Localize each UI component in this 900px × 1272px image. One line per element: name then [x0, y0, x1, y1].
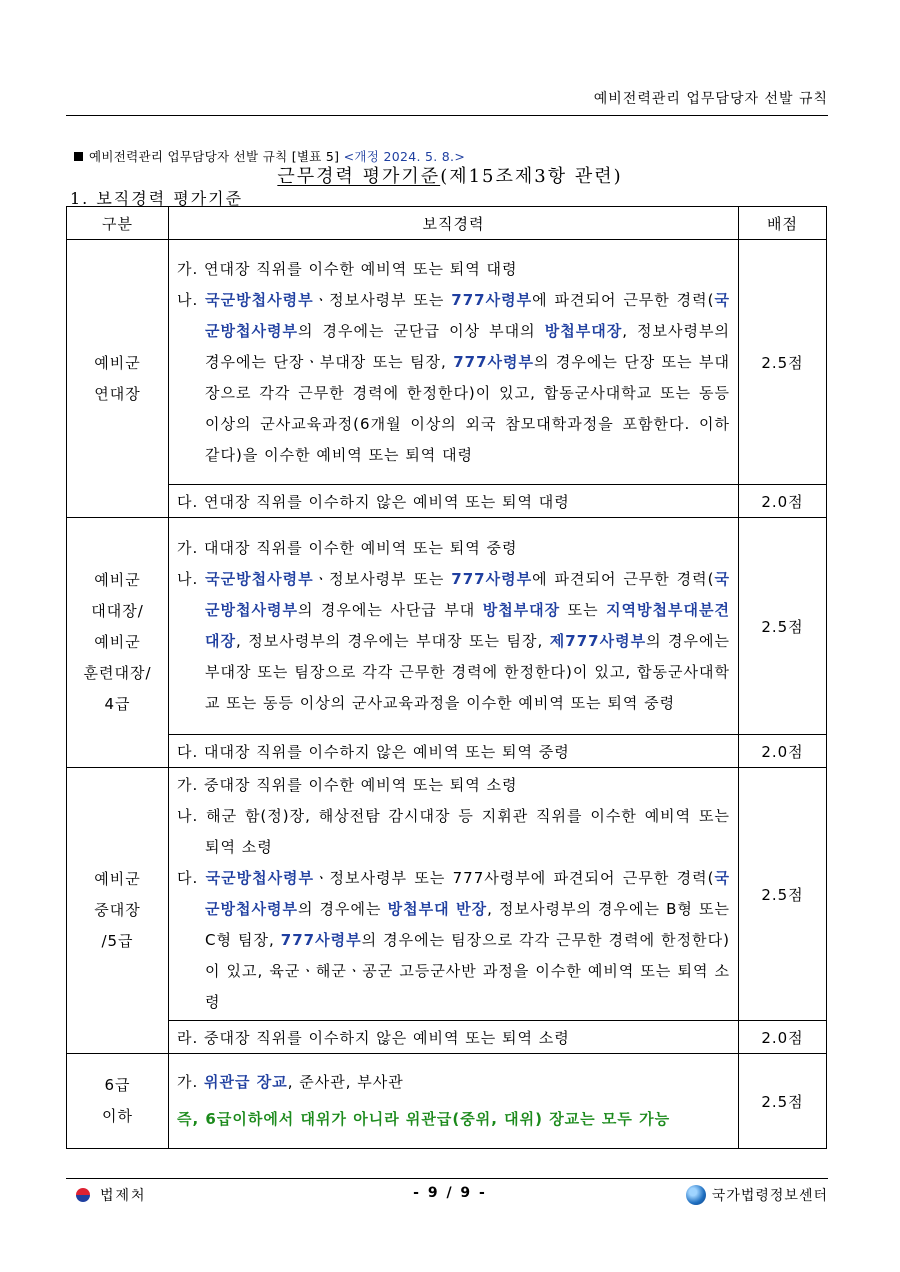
section-heading: 1. 보직경력 평가기준	[70, 189, 244, 208]
title-sub: (제15조제3항 관련)	[440, 166, 623, 187]
score-cell: 2.5점	[739, 240, 827, 485]
footer-center-name: 국가법령정보센터	[711, 1188, 828, 1204]
category-cell: 6급 이하	[67, 1054, 169, 1149]
category-cell: 예비군 연대장	[67, 240, 169, 518]
career-cell	[169, 768, 739, 1021]
score-cell: 2.5점	[739, 1054, 827, 1149]
score-cell: 2.5점	[739, 518, 827, 735]
footer-rule	[66, 1178, 828, 1179]
header-score: 배점	[739, 207, 827, 240]
title-main: 근무경력 평가기준	[277, 166, 441, 187]
score-cell: 2.5점	[739, 768, 827, 1021]
score-cell: 2.0점	[739, 485, 827, 518]
item-ga: 가. 중대장 직위를 이수한 예비역 또는 퇴역 소령	[177, 776, 518, 794]
category-cell: 예비군 중대장 /5급	[67, 768, 169, 1054]
item-na: 나. 해군 함(정)장, 해상전탐 감시대장 등 지휘관 직위를 이수한 예비역 또는 퇴역 소령	[177, 807, 730, 856]
table-row	[67, 485, 827, 518]
item-na: 나. 국군방첩사령부ㆍ정보사령부 또는 777사령부에 파견되어 근무한 경력(국군방첩사령부의 경우에는 사단급 부대 방첩부대장 또는 지역방첩부대분견대장, 정보사령부의 경우에는 부대장 또는 팀장, 제777사령부의 경우에는 부대장 또는 팀장으로 각각 근무한 경력에 한정한다)이 있고, 합동군사대학교 또는 동등 이상의 군사교육과정을 이수한 예비역 또는 퇴역 중령	[177, 570, 731, 712]
evaluation-table	[66, 206, 827, 1149]
item-na: 나. 국군방첩사령부ㆍ정보사령부 또는 777사령부에 파견되어 근무한 경력(국군방첩사령부의 경우에는 군단급 이상 부대의 방첩부대장, 정보사령부의 경우에는 단장ㆍ부대장 또는 팀장, 777사령부의 경우에는 단장 또는 부대장으로 각각 근무한 경력에 한정한다)이 있고, 합동군사대학교 또는 동등 이상의 군사교육과정(6개월 이상의 외국 참모대학과정을 포함한다. 이하 같다)을 이수한 예비역 또는 퇴역 대령	[177, 290, 731, 464]
header-career: 보직경력	[169, 207, 739, 240]
revision-date: <개정 2024. 5. 8.>	[343, 149, 466, 164]
note-text: 즉, 6급이하에서 대위가 아니라 위관급(중위, 대위) 장교는 모두 가능	[177, 1110, 671, 1128]
career-cell: 라. 중대장 직위를 이수하지 않은 예비역 또는 퇴역 소령	[169, 1021, 739, 1054]
table-row	[67, 735, 827, 768]
running-header-title: 예비전력관리 업무담당자 선발 규칙	[593, 91, 828, 107]
page-number: - 9 / 9 -	[413, 1185, 487, 1201]
header-category: 구분	[67, 207, 169, 240]
footer-right	[686, 1185, 828, 1205]
header-rule	[66, 115, 828, 116]
table-header-row	[67, 207, 827, 240]
item-ga: 가. 연대장 직위를 이수한 예비역 또는 퇴역 대령	[177, 259, 518, 278]
career-cell	[169, 518, 739, 735]
globe-logo-icon	[686, 1185, 706, 1205]
score-cell: 2.0점	[739, 735, 827, 768]
item-ga: 가. 위관급 장교, 준사관, 부사관	[177, 1073, 404, 1091]
item-da: 다. 국군방첩사령부ㆍ정보사령부 또는 777사령부에 파견되어 근무한 경력(국군방첩사령부의 경우에는 방첩부대 반장, 정보사령부의 경우에는 B형 또는 C형 팀장, 777사령부의 경우에는 팀장으로 각각 근무한 경력에 한정한다)이 있고, 육군ㆍ해군ㆍ공군 고등군사반 과정을 이수한 예비역 또는 퇴역 소령	[177, 869, 731, 1011]
category-cell: 예비군 대대장/ 예비군 훈련대장/ 4급	[67, 518, 169, 768]
table-row	[67, 518, 827, 735]
square-bullet-icon	[74, 152, 83, 161]
document-title	[0, 162, 900, 188]
footer-source: 법제처	[100, 1188, 147, 1204]
table-row	[67, 1021, 827, 1054]
regulation-name: 예비전력관리 업무담당자 선발 규칙 [별표 5]	[89, 149, 340, 164]
table-row	[67, 768, 827, 1021]
table-row	[67, 1054, 827, 1149]
item-ga: 가. 대대장 직위를 이수한 예비역 또는 퇴역 중령	[177, 539, 518, 557]
career-cell: 다. 연대장 직위를 이수하지 않은 예비역 또는 퇴역 대령	[169, 485, 739, 518]
career-cell: 다. 대대장 직위를 이수하지 않은 예비역 또는 퇴역 중령	[169, 735, 739, 768]
score-cell: 2.0점	[739, 1021, 827, 1054]
table-row	[67, 240, 827, 485]
career-cell	[169, 1054, 739, 1149]
career-cell	[169, 240, 739, 485]
